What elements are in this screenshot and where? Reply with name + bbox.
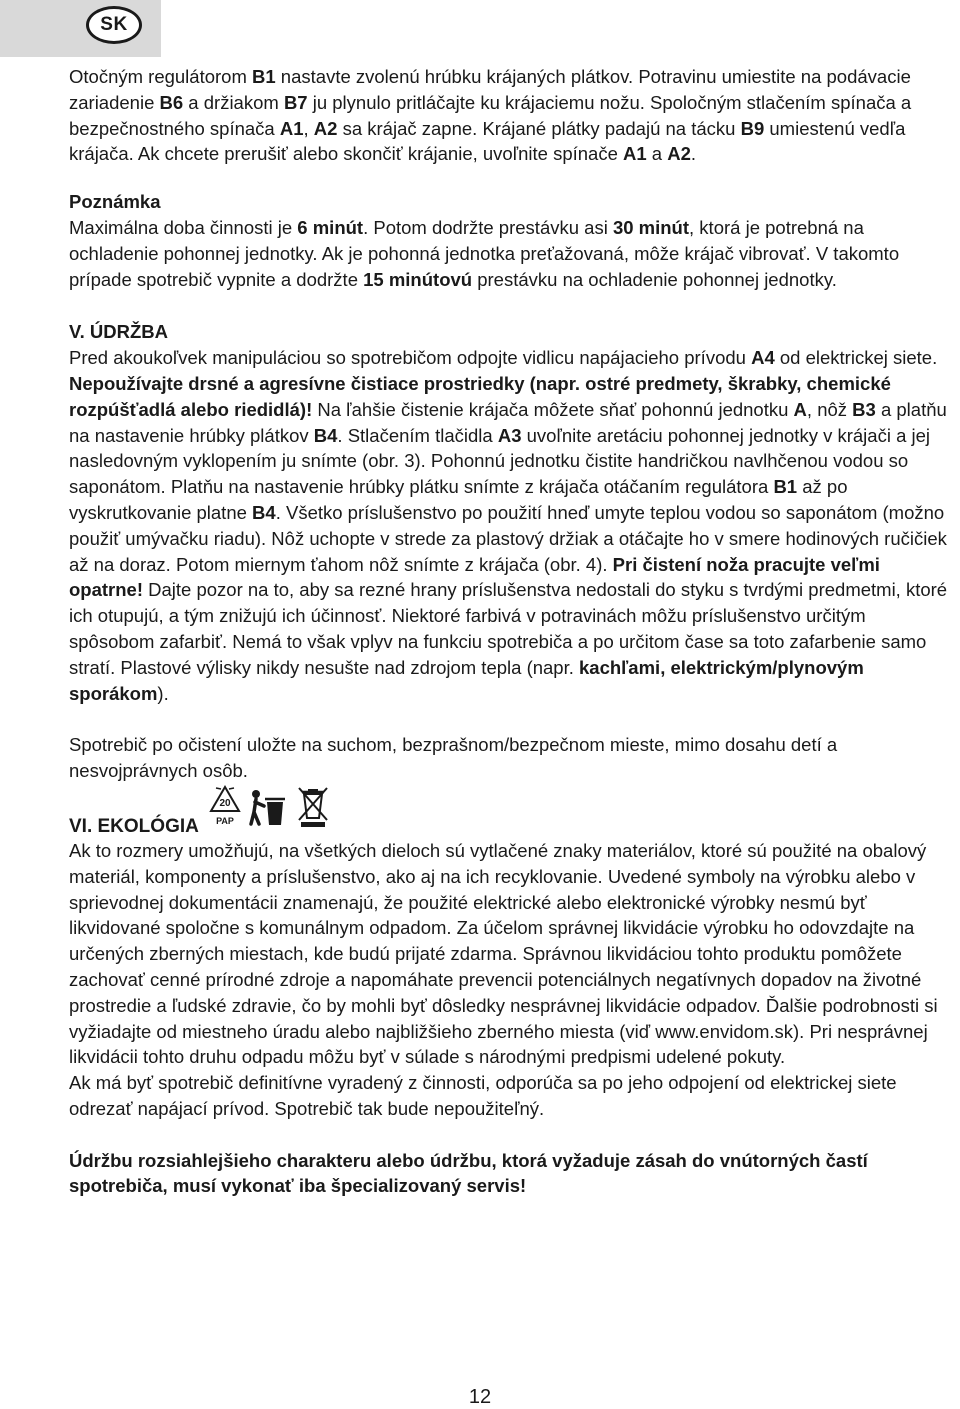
storage-paragraph: Spotrebič po očistení uložte na suchom, bezprašnom/bezpečnom mieste, mimo dosahu detí a nesvojprávnych osôb. [69,734,838,782]
page-number: 12 [468,1386,492,1408]
page-content [69,64,949,1199]
note-paragraph: Maximálna doba činnosti je 6 minút. Potom dodržte prestávku asi 30 minút, ktorá je potrebná na ochladenie pohonnej jednotky. Ak je pohonná jednotka preťažovaná, môže krájač vibrovať. V takomto prípade spotrebič vypnite a dodržte 15 minútovú prestávku na ochladenie pohonnej jednotky. [69,216,900,290]
language-label: SK [100,14,128,35]
recycle-number: 20 [219,797,231,809]
crossed-bin-icon [295,786,331,828]
intro-paragraph: Otočným regulátorom B1 nastavte zvolenú hrúbku krájaných plátkov. Potravinu umiestite na podávacie zariadenie B6 a držiakom B7 ju plynulo pritláčajte ku krájaciemu nožu. Spoločným stlačením spínača a bezpečnostného spínača A1, A2 sa krájač zapne. Krájané plátky padajú na tácku B9 umiestenú vedľa krájača. Ak chcete prerušiť alebo skončiť krájanie, uvoľnite spínače A1 a A2. [69,66,912,165]
note-heading: Poznámka [69,191,161,213]
ecology-header [69,784,949,838]
ecology-symbols [207,784,331,828]
language-badge [86,6,142,44]
tidy-man-icon [247,788,291,828]
service-notice: Údržbu rozsiahlejšieho charakteru alebo údržbu, ktorá vyžaduje zásah do vnútorných častí spotrebiča, musí vykonať iba špecializovaný servis! [69,1149,868,1197]
maintenance-heading: V. ÚDRŽBA [69,321,169,343]
ecology-paragraph-2: Ak má byť spotrebič definitívne vyradený z činnosti, odporúča sa po jeho odpojení od elektrickej siete odrezať napájací prívod. Spotrebič tak bude nepoužiteľný. [69,1072,897,1119]
ecology-paragraph-1: Ak to rozmery umožňujú, na všetkých dieloch sú vytlačené znaky materiálov, ktoré sú použité na obalový materiál, komponenty a príslušenstvo, ako aj na ich recyklovanie. Uvedené symboly na výrobku alebo v sprievodnej dokumentácii znamenajú, že použité elektrické alebo elektronické výrobky nesmú byť likvidované spoločne s komunálnym odpadom. Za účelom správnej likvidácie výrobku ho odovzdajte na určených zberných miestach, kde budú prijaté zdarma. Správnou likvidáciou tohto produktu pomôžete zachovať cenné prírodné zdroje a napomáhate prevencii potenciálnych negatívnych dopadov na životné prostredie a ľudské zdravie, čo by mohli byť dôsledky nesprávnej likvidácie odpadov. Ďalšie podrobnosti si vyžiadajte od miestneho úradu alebo najbližšieho zberného miesta (viď www.envidom.sk). Pri nesprávnej likvidácii tohto druhu odpadu môžu byť v súlade s národnými predpismi udelené pokuty. [69,839,938,1068]
language-tab [0,0,161,57]
recycle-pap-icon [207,784,243,828]
maintenance-paragraph: Pred akoukoľvek manipuláciou so spotrebičom odpojte vidlicu napájacieho prívodu A4 od elektrickej siete. Nepoužívajte drsné a agresívne čistiace prostriedky (napr. ostré predmety, škrabky, chemické rozpúšťadlá alebo riedidlá)! Na ľahšie čistenie krájača môžete sňať pohonnú jednotku A, nôž B3 a platňu na nastavenie hrúbky plátkov B4. Stlačením tlačidla A3 uvoľnite aretáciu pohonnej jednotky v krájači a jej nasledovným vyklopením ju snímte (obr. 3). Pohonnú jednotku čistite handričkou navlhčenou vodou so saponátom. Platňu na nastavenie hrúbky plátku snímte z krájača otáčaním regulátora B1 až po vyskrutkovanie platne B4. Všetko príslušenstvo po použití hneď umyte teplou vodou so saponátom (možno použiť umývačku riadu). Nôž uchopte v strede za plastový držiak a otáčajte ho v smere hodinových ručičiek až na doraz. Potom miernym ťahom nôž snímte z krájača (obr. 4). Pri čistení noža pracujte veľmi opatrne! Dajte pozor na to, aby sa rezné hrany príslušenstva nedostali do styku s tvrdými predmetmi, ktoré ich otupujú, a tým znižujú ich účinnosť. Niektoré farbivá v potravinách môžu príslušenstvo určitým spôsobom zafarbiť. Nemá to však vplyv na funkciu spotrebiča a po určitom čase sa toto zafarbenie samo stratí. Plastové výlisky nikdy nesušte nad zdrojom tepla (napr. kachľami, elektrickým/plynovým sporákom). [69,347,948,704]
recycle-code: PAP [215,815,234,826]
ecology-heading: VI. EKOLÓGIA [69,815,199,837]
